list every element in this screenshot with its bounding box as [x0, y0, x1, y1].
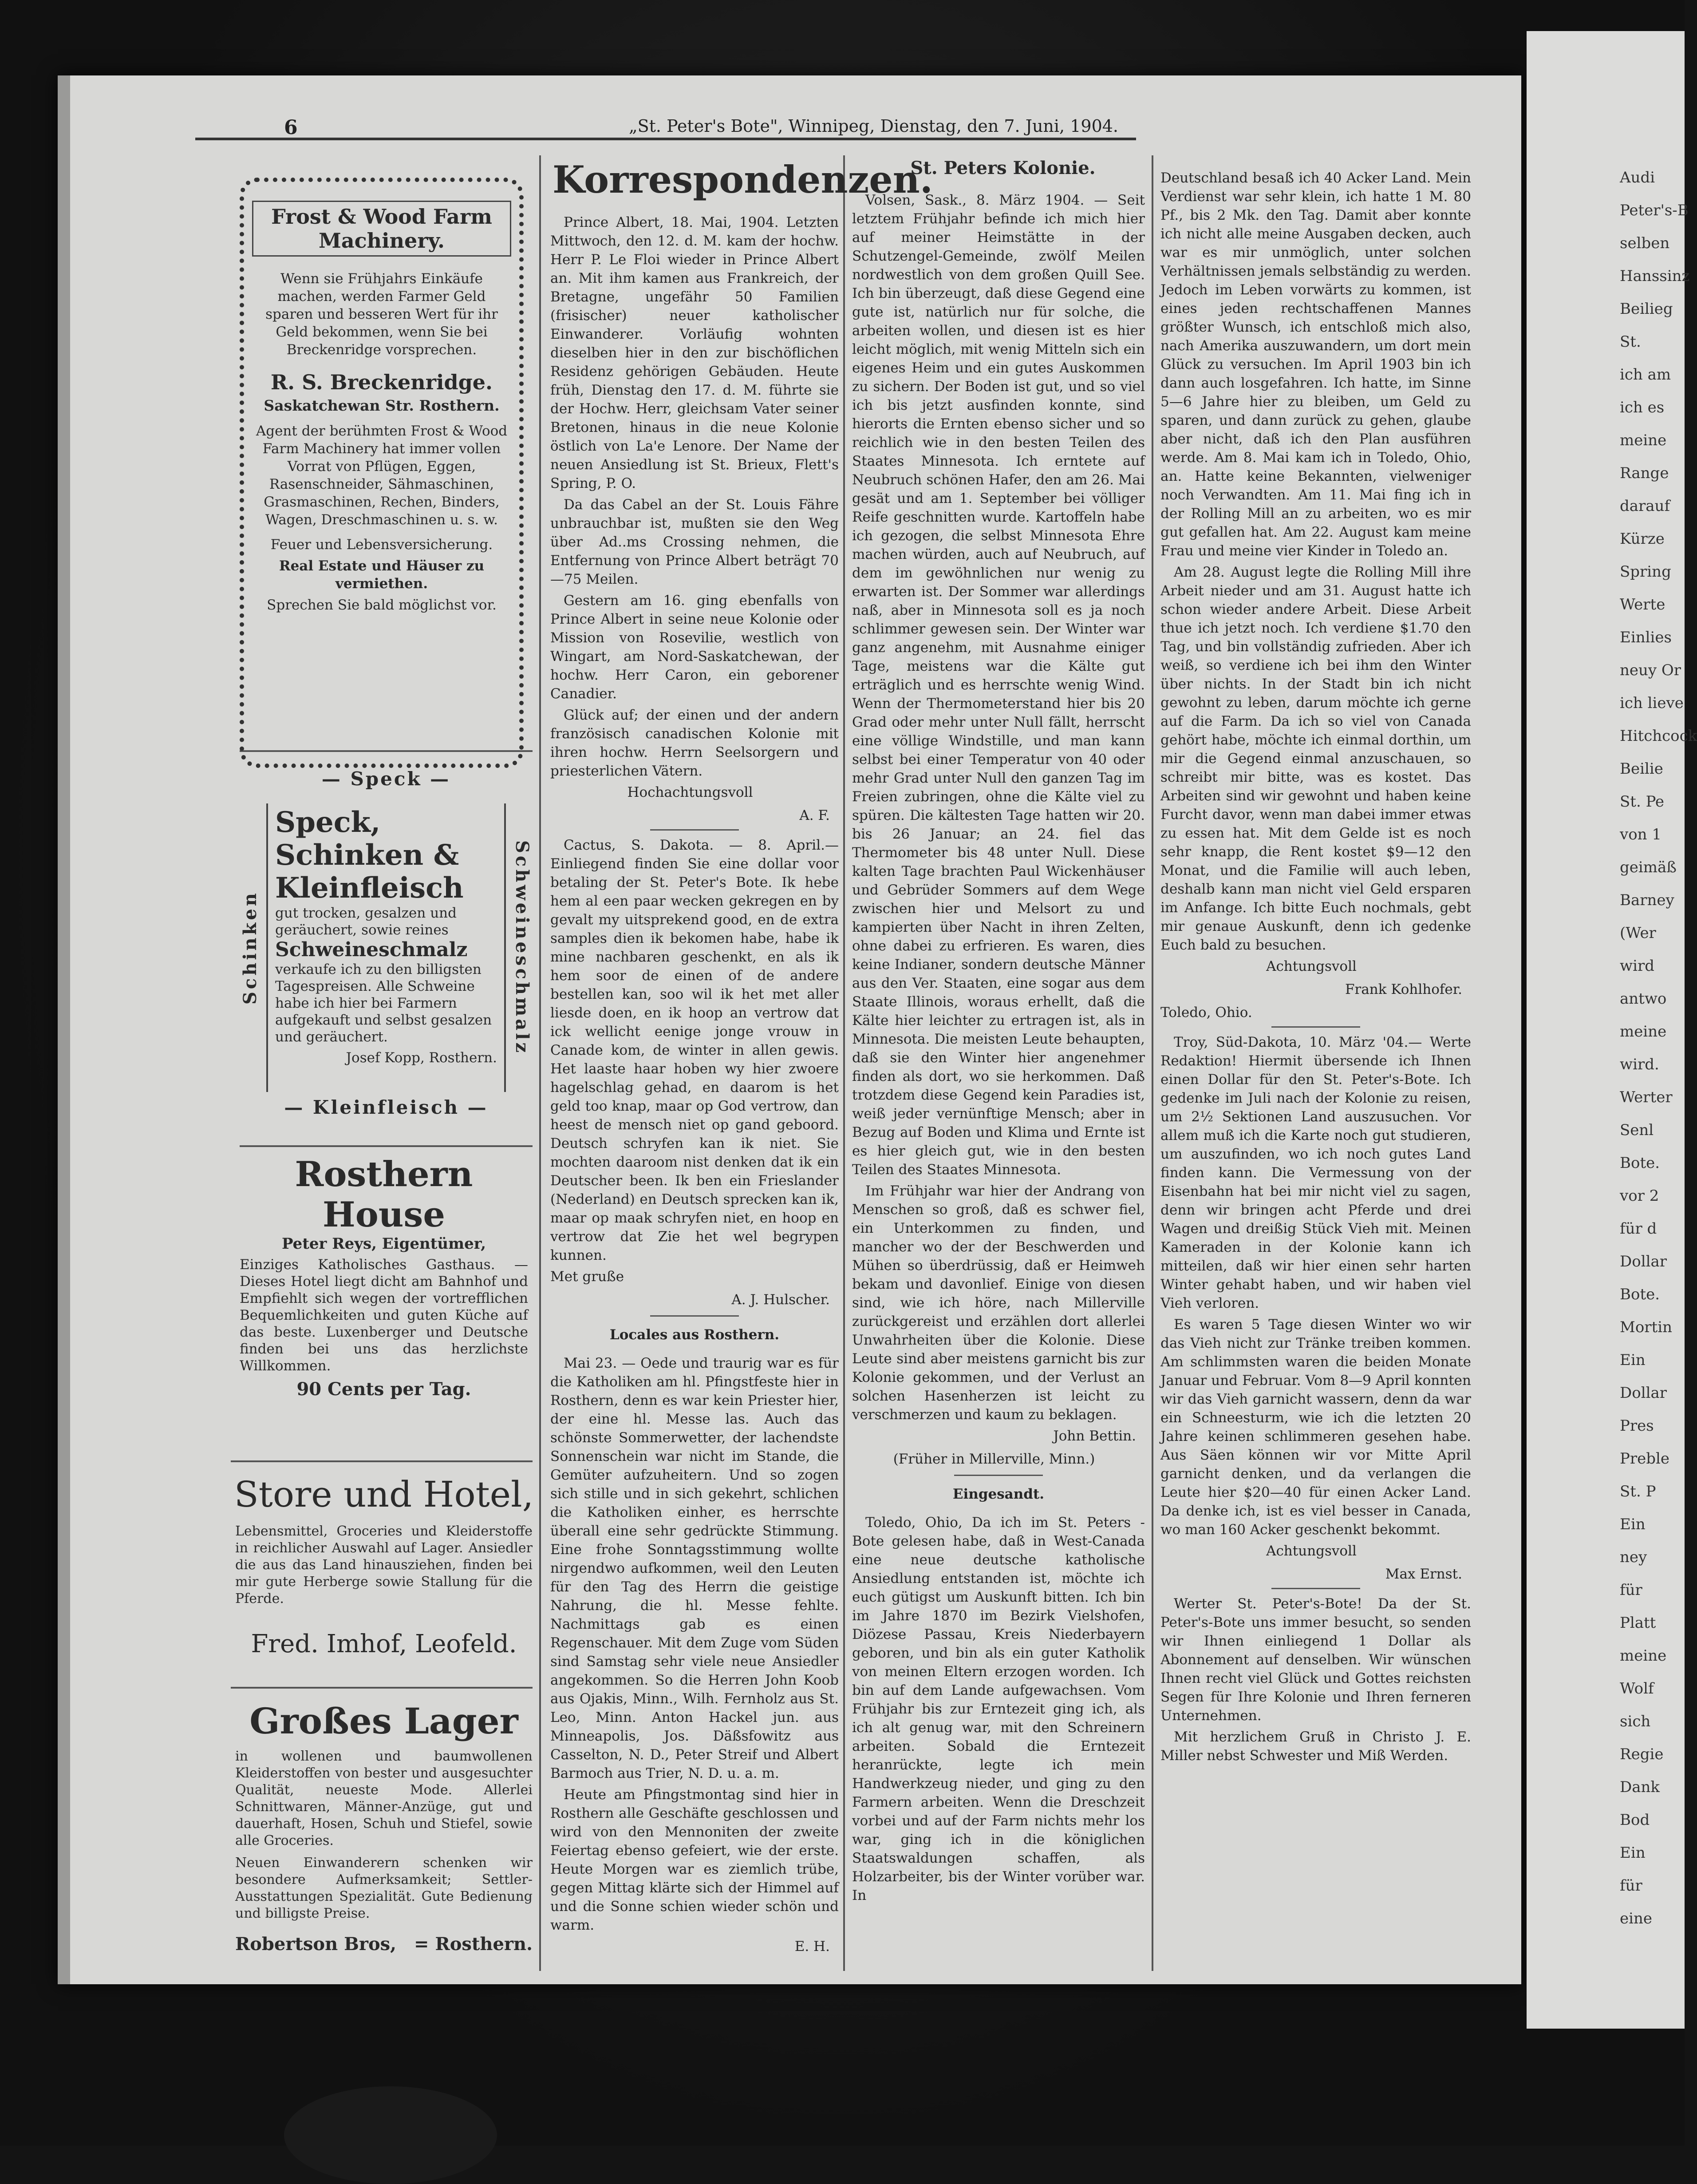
- thumb-shadow: [284, 2086, 497, 2184]
- paragraph: Werter St. Peter's-Bote! Da der St. Peter's-Bote uns immer besucht, so senden wir Ihnen einliegend 1 Dollar als Abonnement auf denselben. Wir wünschen Ihnen recht viel Glück und Gottes reichsten Segen für Ihre Kolonie und Ihren ferneren Unternehmen.: [1160, 1596, 1471, 1724]
- paragraph: Volsen, Sask., 8. März 1904. — Seit letztem Frühjahr befinde ich mich hier auf meiner Heimstätte in der Schutzengel-Gemeinde, zwölf Meilen nordwestlich von dem großen Quill See. Ich bin überzeugt, daß diese Gegend eine gute ist, natürlich nur für solche, die arbeiten wollen, und diesen ist es hier leicht möglich, mit wenig Mitteln sich ein eigenes Heim und ein gutes Auskommen zu sichern. Der Boden ist gut, und so viel ich bis jetzt ausfinden konnte, sind hierorts die Ernten ebenso sicher und so reichlich wie in den besten Teilen des Staates Minnesota. Ich erntete auf Neubruch schönen Hafer, den am 26. Mai gesät und am 1. September bei völliger Reife geschnitten wurde. Kartoffeln habe ich gezogen, die selbst Minnesota Ehre machen würden, auch auf Neubruch, auf dem im gewöhnlichen nur wenig zu erwarten ist. Der Sommer war allerdings naß, aber in Minnesota soll es ja noch schlimmer gewesen sein. Der Winter war ganz angenehm, mit Ausnahme einiger Tage, meistens war die Kälte gut erträglich und es herrschte wenig Wind. Wenn der Thermometerstand hier bis 20 Grad oder mehr unter Null fällt, herrscht eine völlige Windstille, und man kann selbst bei einer Temperatur von 40 oder mehr Grad unter Null den ganzen Tag im Freien zubringen, ohne die Kälte viel zu spüren. Die kältesten Tage hatten wir 20. bis 26 Januar; an 24. fiel das Thermometer bis 48 unter Null. Diese kalten Tage brachten Paul Wickenhäuser und Gebrüder Sommers auf dem Wege zwischen hier und Melsort zu und kampierten über Nacht in ihren Zelten, ohne dabei zu erfrieren. Es waren, dies keine Indianer, sondern deutsche Männer aus den Ver. Staaten, eine sogar aus dem Staate Illinois, woraus erhellt, daß die Kälte hier leichter zu ertragen ist, als in Minnesota. Die meisten Leute behaupten, daß sie den Winter hier angenehmer finden als dort, wo sie herkommen. Daß trotzdem diese Gegend kein Paradies ist, weiß jeder vernünftige Mensch; aber in Bezug auf Boden und Klima und Ernte ist es hier gleich gut, wie in den besten Teilen des Staates Minnesota.: [852, 192, 1145, 1178]
- ad-signature: Fred. Imhof, Leofeld.: [251, 1630, 517, 1658]
- ad-divider: [240, 1145, 533, 1147]
- ad-title: Großes Lager: [249, 1700, 518, 1742]
- ad-text: verkaufe ich zu den billigsten Tagespreisen. Alle Schweine habe ich hier bei Farmern aufgekauft und selbst gesalzen und geräuchert.: [275, 961, 492, 1045]
- facing-page-fragment: Range: [1620, 464, 1669, 482]
- paragraph: Glück auf; der einen und der andern französisch canadischen Kolonie mit ihren hochw. Herrn Seelsorgern und priesterlichen Vätern.: [550, 707, 839, 779]
- facing-page-fragment: Bod: [1620, 1811, 1650, 1829]
- paragraph: Deutschland besaß ich 40 Acker Land. Mein Verdienst war sehr klein, ich hatte 1 M. 80 Pf., bis 2 Mk. den Tag. Damit aber konnte ich nicht alle meine Ausgaben decken, auch war es mir unmöglich, unter solchen Verhältnissen jemals selbständig zu werden. Jedoch im Leben vorwärts zu kommen, ist eines jeden rechtschaffenen Mannes größter Wunsch, ich entschloß mich also, nach Amerika auszuwandern, um dort mein Glück zu versuchen. Im April 1903 bin ich dann auch losgefahren. Ich hatte, im Sinne 5—6 Jahre hier zu bleiben, um Geld zu sparen, und dann zurück zu gehen, glaube aber nicht, daß ich den Plan ausführen werde. Am 8. Mai kam ich in Toledo, Ohio, an. Hatte keine Bekannten, vielweniger noch Verwandten. Am 11. Mai fing ich in der Rolling Mill an zu arbeiten, wo es mir gut gefallen hat. Am 22. August kam meine Frau und meine vier Kinder in Toledo an.: [1160, 170, 1471, 559]
- ad-label: — Speck —: [321, 768, 451, 790]
- paragraph: Mit herzlichem Gruß in Christo J. E. Miller nebst Schwester und Miß Werden.: [1160, 1729, 1471, 1764]
- paragraph: Es waren 5 Tage diesen Winter wo wir das Vieh nicht zur Tränke treiben kommen. Am schlimmsten waren die beiden Monate Januar und Februar. Vom 8—9 April konnten wir das Vieh garnicht wassern, denn da war ein Schneesturm, wie ich die letzten 20 Jahre keinen schlimmeren gesehen habe. Aus Säen können wir vor Mitte April garnicht denken, und da verlangen die Leute hier $20—40 für einen Acker Land. Da denke ich, ist es viel besser in Canada, wo man 160 Acker geschenkt bekommt.: [1160, 1317, 1471, 1538]
- signature: Achtungsvoll: [1266, 1543, 1357, 1559]
- facing-page-fragment: Bote.: [1620, 1154, 1660, 1172]
- facing-page-fragment: eine: [1620, 1910, 1653, 1927]
- paragraph: Toledo, Ohio, Da ich im St. Peters - Bote gelesen habe, daß in West-Canada eine neue deutsche katholische Ansiedlung entstanden ist, möchte ich euch gütigst um Auskunft bitten. Ich bin im Jahre 1870 im Bezirk Vielshofen, Diözese Passau, Kreis Niederbayern geboren, und bin als ein guter Katholik von meinen Eltern erzogen worden. Ich bin auf dem Lande aufgewachsen. Vom Frühjahr bis zur Erntezeit ging ich, als ich alt genug war, mit den Schreinern arbeiten. Sobald die Erntezeit heranrückte, legte ich mein Handwerkzeug nieder, und ging zu den Farmern arbeiten. Wenn die Dreschzeit vorbei und auf der Farm nichts mehr los war, ging ich in die königlichen Staatswaldungen schaffen, als Holzarbeiter, bis der Winter vorüber war. In: [852, 1515, 1145, 1903]
- facing-page-fragment: Ein: [1620, 1515, 1646, 1533]
- facing-page-fragment: Hanssinz: [1620, 267, 1690, 285]
- ad-text: Lebensmittel, Groceries und Kleiderstoffe in reichlicher Auswahl auf Lager. Ansiedler die aus das Land hinausziehen, finden bei mir gute Herberge sowie Stallung für die Pferde.: [235, 1523, 533, 1606]
- facing-page-fragment: ich es: [1620, 399, 1665, 416]
- ad-text: Wenn sie Frühjahrs Einkäufe machen, werden Farmer Geld sparen und besseren Wert für ihr Geld bekommen, wenn Sie bei Breckenridge vorsprechen.: [265, 271, 498, 358]
- paragraph: Mai 23. — Oede und traurig war es für die Katholiken am hl. Pfingstfeste hier in Rosthern, denn es war kein Priester hier, der eine hl. Messe las. Auch das schönste Sommerwetter, der lachendste Sonnenschein war nicht im Stande, die Gemüter aufzuheitern. Und so zogen sich stille und in sich gekehrt, schlichen die Katholiken einher, es herrschte überall eine sehr gedrückte Stimmung. Eine frohe Sonntagsstimmung wollte nirgendwo aufkommen, weil den Leuten für den Tag des Herrn die geistige Nahrung, die hl. Messe fehlte. Nachmittags gab es einen Regenschauer. Mit dem Zuge vom Süden sind Samstag sehr viele neue Ansiedler angekommen. So die Herren John Koob aus Ojakis, Minn., Wilh. Fernholz aus St. Leo, Minn. Anton Hackel jun. aus Minneapolis, Jos. Däßsfowitz aus Casselton, N. D., Peter Streif und Albert Barmoch aus Trier, N. D. u. a. m.: [550, 1355, 839, 1781]
- ad-divider: [231, 1460, 533, 1462]
- divider: [650, 1315, 739, 1317]
- facing-page-fragment: Bote.: [1620, 1286, 1660, 1303]
- section-heading: Locales aus Rosthern.: [609, 1327, 780, 1343]
- ad-text: Einziges Katholisches Gasthaus. — Dieses Hotel liegt dicht am Bahnhof und Empfiehlt sich wegen der vortrefflichen Bequemlichkeiten und guten Küche auf das beste. Luxenberger und Deutsche finden bei uns das herzlichste Willkommen.: [240, 1257, 528, 1374]
- facing-page-fragment: Platt: [1620, 1614, 1656, 1632]
- facing-page-fragment: Kürze: [1620, 530, 1665, 548]
- ad-signature-right: = Rosthern.: [414, 1934, 533, 1955]
- ad-speck: [240, 755, 533, 1136]
- ad-text: gut trocken, gesalzen und geräuchert, sowie reines: [275, 905, 457, 938]
- facing-page-fragment: wird: [1620, 957, 1654, 975]
- facing-page-fragment: antwo: [1620, 990, 1667, 1008]
- paragraph: Prince Albert, 18. Mai, 1904. Letzten Mittwoch, den 12. d. M. kam der hochw. Herr P. Le Floi wieder in Prince Albert an. Mit ihm kamen aus Frankreich, der Bretagne, ungefähr 50 Familien (frisischer) neuer katholischer Einwanderer. Vorläufig wohnten dieselben hier in den zur bischöflichen Residenz gehörigen Gebäuden. Heute früh, Dienstag den 17. d. M. führte sie der Hochw. Herr, gleichsam Vater seiner Bretonen, hinaus in die neue Kolonie östlich von La'e Lenore. Der Name der neuen Ansiedlung ist St. Brieux, Flett's Spring, P. O.: [550, 214, 839, 491]
- facing-page-fragment: St. Pe: [1620, 793, 1665, 811]
- section-heading: Eingesandt.: [952, 1486, 1045, 1502]
- ad-text: Agent der berühmten Frost & Wood Farm Machinery hat immer vollen Vorrat von Pflügen, Eggen, Rasenschneider, Sähmaschinen, Grasmaschinen, Rechen, Binders, Wagen, Dreschmaschinen u. s. w.: [256, 423, 508, 528]
- ad-text: in wollenen und baumwollenen Kleiderstoffen von bester und ausgesuchter Qualität, neueste Mode. Allerlei Schnittwaren, Männer-Anzüge, gut und dauerhaft, Hosen, Schuh und Stiefel, sowie alle Groceries.: [235, 1749, 533, 1848]
- signature: John Bettin.: [1053, 1428, 1136, 1444]
- facing-page-fragment: ich am: [1620, 366, 1671, 384]
- facing-page-fragment: Ein: [1620, 1351, 1646, 1369]
- signature: E. H.: [794, 1939, 830, 1955]
- signature: Frank Kohlhofer.: [1345, 981, 1462, 997]
- divider: [1271, 1588, 1360, 1589]
- facing-page-fragment: meine: [1620, 1023, 1667, 1041]
- ad-price: 90 Cents per Tag.: [296, 1379, 471, 1400]
- ad-title: Frost & Wood Farm Machinery.: [252, 201, 511, 257]
- ad-frost-wood: [240, 178, 524, 768]
- column-rule: [843, 155, 845, 1971]
- ad-title: Rosthern House: [295, 1154, 473, 1235]
- signature: Hochachtungsvoll: [627, 784, 753, 800]
- ad-text: Sprechen Sie bald möglichst vor.: [267, 597, 497, 613]
- ad-store-hotel: [231, 1465, 537, 1663]
- divider: [650, 829, 739, 831]
- facing-page: [1527, 31, 1697, 2029]
- facing-page-fragment: vor 2: [1620, 1187, 1659, 1205]
- ad-inner: [266, 803, 506, 1092]
- place: Toledo, Ohio.: [1160, 1005, 1252, 1021]
- column-rule: [539, 155, 541, 1971]
- ad-signature: Josef Kopp, Rosthern.: [346, 1050, 497, 1066]
- signature: Met gruße: [550, 1269, 624, 1285]
- paragraph: Gestern am 16. ging ebenfalls von Prince Albert in seine neue Kolonie oder Mission von Rosevilie, westlich von Wingart, am Nord-Saskatchewan, der hochw. Herr Caron, ein geborener Canadier.: [550, 593, 839, 702]
- ad-label: — Kleinfleisch —: [284, 1096, 488, 1118]
- paragraph: Im Frühjahr war hier der Andrang von Menschen so groß, daß es schwer fiel, ein Unterkommen zu finden, und mancher wo der der Beschwerden und Mühen so überdrüssig, daß er Heimweh bekam und davonlief. Einige von diesen sind, wie ich höre, nach Millerville zurückgereist und erzählen dort allerlei Unwahrheiten über die Kolonie. Diese Leute sind aber meistens garnicht bis zur Kolonie gekommen, und der Verlust an solchen Hasenherzen ist leicht zu verschmerzen und kaum zu beklagen.: [852, 1183, 1145, 1423]
- facing-page-fragment: für d: [1620, 1220, 1657, 1238]
- facing-page-fragment: Dollar: [1620, 1384, 1667, 1402]
- facing-page-fragment: Dank: [1620, 1778, 1660, 1796]
- ad-text: Neuen Einwanderern schenken wir besondere Aufmerksamkeit; Settler-Ausstattungen Spezialität. Gute Bedienung und billigste Preise.: [235, 1855, 533, 1921]
- signature: (Früher in Millerville, Minn.): [893, 1451, 1095, 1467]
- paragraph: Cactus, S. Dakota. — 8. April.— Einliegend finden Sie eine dollar voor betaling der St. Peter's Bote. Ik hebe hem al een paar wecken gekregen en by gevalt my uitsprekend good, en de extra samples dien ik bekomen habe, habe ik mine nachbaren geschenkt, en als ik hem soor de einen of de andere bestellen kan, soo wil ik het met aller liesde doen, en ik hoop an vertrow dat ick wellicht eenige jonge vrouw in Canade kom, de winter in allen gewis. Het laaste haar hoben wy hier zwoere hagelschlag gehad, en daarom is het geld too knap, maar op God vertrow, dan heest de mensch niet op gand geboord. Deutsch schryfen kan ik niet. Sie mochten daaroom nist denken dat ik ein Deutscher been. Ik ben ein Frieslander (Nederland) en Deutsch sprecken kan ik, maar op maak schryfen niet, en hoop en vertrow dat Zie het wel begrypen kunnen.: [550, 837, 839, 1263]
- ad-bold: Schweineschmalz: [275, 938, 468, 961]
- signature: Max Ernst.: [1385, 1566, 1462, 1582]
- facing-page-fragment: neuy Or: [1620, 661, 1681, 679]
- facing-page-fragment: Ein: [1620, 1844, 1646, 1862]
- column-rule: [1152, 155, 1153, 1971]
- facing-page-fragment: selben: [1620, 234, 1670, 252]
- signature: A. J. Hulscher.: [731, 1292, 830, 1308]
- page-header: [195, 116, 1136, 140]
- facing-page-fragment: Hitchcock: [1620, 727, 1697, 745]
- section-heading: St. Peters Kolonie.: [910, 158, 1096, 178]
- facing-page-fragment: meine: [1620, 1647, 1667, 1665]
- facing-page-fragment: sich: [1620, 1713, 1651, 1730]
- divider: [954, 1475, 1043, 1476]
- paragraph: Am 28. August legte die Rolling Mill ihre Arbeit nieder und am 31. August hatte ich schon wieder andere Arbeit. Diese Arbeit thue ich jetzt noch. Ich verdiene $1.70 den Tag, und bin vollständig zufrieden. Aber ich weiß, so verdiene ich bei ihm den Winter über nichts. In der Stadt bin ich nicht gewohnt zu leben, darum möchte ich gerne auf die Farm. Da ich so viel von Canada gehört habe, möchte ich einmal dorthin, um mir die Gegend einmal anzuschauen, so schreibt mir bitte, was es kostet. Das Arbeiten sind wir gewohnt und haben keine Furcht davor, wenn man dabei immer etwas zu essen hat. Mit dem Gelde ist es noch sehr knapp, die Rent kostet $9—12 den Monat, und die Familie will auch leben, deshalb kann man nicht viel Geld ersparen im Anfange. Ich bitte Euch nochmals, gebt mir genaue Auskunft, denn ich gedenke Euch bald zu besuchen.: [1160, 564, 1471, 953]
- ad-divider: [231, 1687, 533, 1689]
- st-peters-column: [852, 191, 1145, 1907]
- korrespondenzen-column: [550, 213, 839, 1960]
- facing-page-fragment: Einlies: [1620, 629, 1672, 646]
- facing-page-fragment: Dollar: [1620, 1253, 1667, 1270]
- facing-page-fragment: Beilieg: [1620, 300, 1673, 318]
- signature: Achtungsvoll: [1266, 958, 1357, 974]
- facing-page-fragment: (Wer: [1620, 924, 1656, 942]
- facing-page-fragment: darauf: [1620, 497, 1670, 515]
- ad-owner: Peter Reys, Eigentümer,: [281, 1235, 486, 1253]
- paragraph: Troy, Süd-Dakota, 10. März '04.— Werte Redaktion! Hiermit übersende ich Ihnen einen Dollar für den St. Peter's-Bote. Ich gedenke im Juli nach der Kolonie zu reisen, um 2½ Sektionen Land auszusuchen. Vor allem muß ich die Karte noch gut studieren, um auszufinden, wo ich noch gutes Land finden kann. Die Vermessung von der Eisenbahn hat bei mir nicht viel zu sagen, denn wir bringen acht Pferde und drei Wagen und dreißig Stück Vieh mit. Meinen Kameraden in der Kolonie kann ich mitteilen, daß wir hier einen sehr harten Winter gehabt haben, und wir haben viel Vieh verloren.: [1160, 1034, 1471, 1311]
- facing-page-fragment: Mortin: [1620, 1318, 1672, 1336]
- ad-merchant-name: R. S. Breckenridge.: [270, 370, 493, 394]
- paragraph: Da das Cabel an der St. Louis Fähre unbrauchbar ist, mußten sie den Weg über Ad..ms Crossing nehmen, die Entfernung von Prince Albert beträgt 70—75 Meilen.: [550, 497, 839, 587]
- facing-page-fragment: Spring: [1620, 563, 1671, 581]
- letters-column: [1160, 169, 1471, 1768]
- facing-page-fragment: ney: [1620, 1548, 1647, 1566]
- facing-page-fragment: geimäß: [1620, 859, 1677, 876]
- divider: [1271, 1026, 1360, 1028]
- facing-page-fragment: Peter's-B: [1620, 202, 1689, 219]
- facing-page-fragment: Werter: [1620, 1088, 1673, 1106]
- paragraph: Heute am Pfingstmontag sind hier in Rosthern alle Geschäfte geschlossen und wird von den Mennoniten der zweite Feiertag ebenso gefeiert, wie der erste. Heute Morgen war es ziemlich trübe, gegen Mittag klärte sich der Himmel auf und die Sonne schien wieder schön und warm.: [550, 1787, 839, 1933]
- ad-text: Feuer und Lebensversicherung.: [270, 537, 493, 553]
- facing-page-fragment: Beilie: [1620, 760, 1663, 778]
- facing-page-fragment: St.: [1620, 333, 1641, 351]
- facing-page-fragment: für: [1620, 1877, 1642, 1895]
- ad-headline: Speck, Schinken & Kleinfleisch: [275, 806, 464, 905]
- ad-signature-left: Robertson Bros,: [235, 1934, 397, 1955]
- facing-page-fragment: meine: [1620, 431, 1667, 449]
- facing-page-fragment: von 1: [1620, 826, 1662, 843]
- ad-side-label: Schinken: [240, 890, 260, 1005]
- facing-page-fragment: Preble: [1620, 1450, 1670, 1468]
- ad-address: Saskatchewan Str. Rosthern.: [264, 397, 500, 414]
- ad-title: Store und Hotel,: [234, 1474, 534, 1515]
- ad-side-label: Schweineschmalz: [512, 840, 533, 1056]
- ad-rosthern-house: [235, 1154, 533, 1400]
- page-number: 6: [284, 116, 298, 139]
- facing-page-fragment: Barney: [1620, 891, 1674, 909]
- ad-text: Real Estate und Häuser zu vermiethen.: [279, 558, 485, 592]
- facing-page-fragment: Audi: [1620, 169, 1655, 186]
- facing-page-fragment: Senl: [1620, 1121, 1654, 1139]
- facing-page-fragment: für: [1620, 1581, 1642, 1599]
- ad-grosses-lager: [231, 1696, 537, 1955]
- facing-page-fragment: St. P: [1620, 1483, 1656, 1500]
- signature: A. F.: [799, 807, 830, 823]
- facing-page-fragment: wird.: [1620, 1056, 1659, 1073]
- section-heading: Korrespondenzen.: [553, 158, 933, 202]
- facing-page-fragment: Werte: [1620, 596, 1665, 613]
- facing-page-fragment: ich lieve: [1620, 694, 1684, 712]
- facing-page-fragment: Regie: [1620, 1745, 1664, 1763]
- facing-page-fragment: Wolf: [1620, 1680, 1654, 1697]
- masthead-line: „St. Peter's Bote", Winnipeg, Dienstag, den 7. Juni, 1904.: [628, 116, 1118, 136]
- facing-page-fragment: Pres: [1620, 1417, 1654, 1435]
